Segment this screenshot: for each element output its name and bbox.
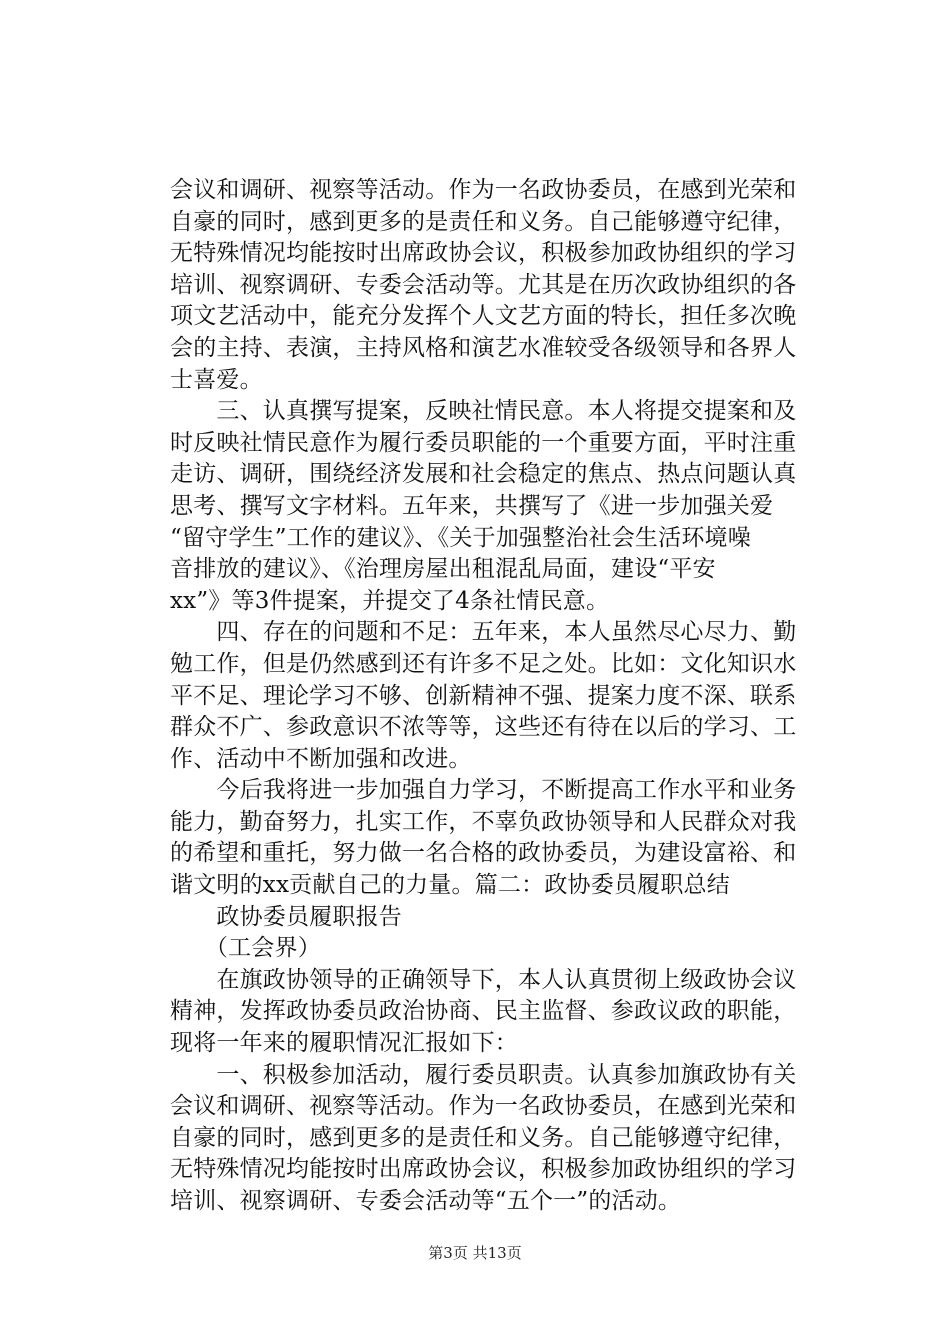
text-line: 的希望和重托，努力做一名合格的政协委员，为建设富裕、和: [170, 840, 797, 867]
text-line: 群众不广、参政意识不浓等等，这些还有待在以后的学习、工: [170, 714, 797, 741]
body-text: [170, 175, 797, 1218]
text-line: 四、存在的问题和不足：五年来，本人虽然尽心尽力、勤: [170, 619, 797, 646]
text-line: 培训、视察调研、专委会活动等“五个一”的活动。: [170, 1188, 682, 1214]
text-line: 项文艺活动中，能充分发挥个人文艺方面的特长，担任多次晚: [170, 303, 797, 330]
text-line: 培训、视察调研、专委会活动等。尤其是在历次政协组织的各: [170, 271, 797, 298]
text-line: 思考、撰写文字材料。五年来，共撰写了《进一步加强关爱: [170, 492, 774, 519]
text-line: 谐文明的xx贡献自己的力量。篇二：政协委员履职总结: [170, 872, 730, 899]
text-line: 时反映社情民意作为履行委员职能的一个重要方面，平时注重: [170, 429, 797, 456]
text-line: 能力，勤奋努力，扎实工作，不辜负政协领导和人民群众对我: [170, 808, 797, 835]
text-line: 现将一年来的履职情况汇报如下：: [170, 1030, 518, 1057]
text-line: 平不足、理论学习不够、创新精神不强、提案力度不深、联系: [170, 682, 797, 709]
text-line: 自豪的同时，感到更多的是责任和义务。自己能够遵守纪律，: [170, 208, 797, 235]
text-line: 无特殊情况均能按时出席政协会议，积极参加政协组织的学习: [170, 240, 797, 267]
text-line: 自豪的同时，感到更多的是责任和义务。自己能够遵守纪律，: [170, 1124, 797, 1151]
text-line: 音排放的建议》、《治理房屋出租混乱局面，建设“平安: [170, 556, 716, 583]
text-line: 无特殊情况均能按时出席政协会议，积极参加政协组织的学习: [170, 1156, 797, 1183]
text-line: 政协委员履职报告: [170, 903, 402, 930]
text-line: 精神，发挥政协委员政治协商、民主监督、参政议政的职能，: [170, 998, 797, 1025]
text-line: xx”》等3件提案，并提交了4条社情民意。: [170, 587, 610, 614]
text-line: （工会界）: [170, 935, 321, 962]
text-line: 会议和调研、视察等活动。作为一名政协委员，在感到光荣和: [170, 1093, 797, 1120]
page-footer: 第3页 共13页: [428, 1244, 522, 1262]
text-line: “留守学生”工作的建议》、《关于加强整治社会生活环境噪: [170, 524, 751, 551]
text-line: 作、活动中不断加强和改进。: [170, 745, 472, 772]
text-line: 今后我将进一步加强自力学习，不断提高工作水平和业务: [170, 777, 797, 804]
text-line: 士喜爱。: [170, 366, 263, 393]
text-line: 在旗政协领导的正确领导下，本人认真贯彻上级政协会议: [170, 966, 797, 993]
text-line: 三、认真撰写提案，反映社情民意。本人将提交提案和及: [170, 398, 797, 425]
text-line: 一、积极参加活动，履行委员职责。认真参加旗政协有关: [170, 1061, 797, 1088]
text-line: 走访、调研，围绕经济发展和社会稳定的焦点、热点问题认真: [170, 461, 797, 488]
text-line: 勉工作，但是仍然感到还有许多不足之处。比如：文化知识水: [170, 650, 797, 677]
text-line: 会议和调研、视察等活动。作为一名政协委员，在感到光荣和: [170, 177, 797, 203]
text-line: 会的主持、表演，主持风格和演艺水准较受各级领导和各界人: [170, 334, 797, 361]
